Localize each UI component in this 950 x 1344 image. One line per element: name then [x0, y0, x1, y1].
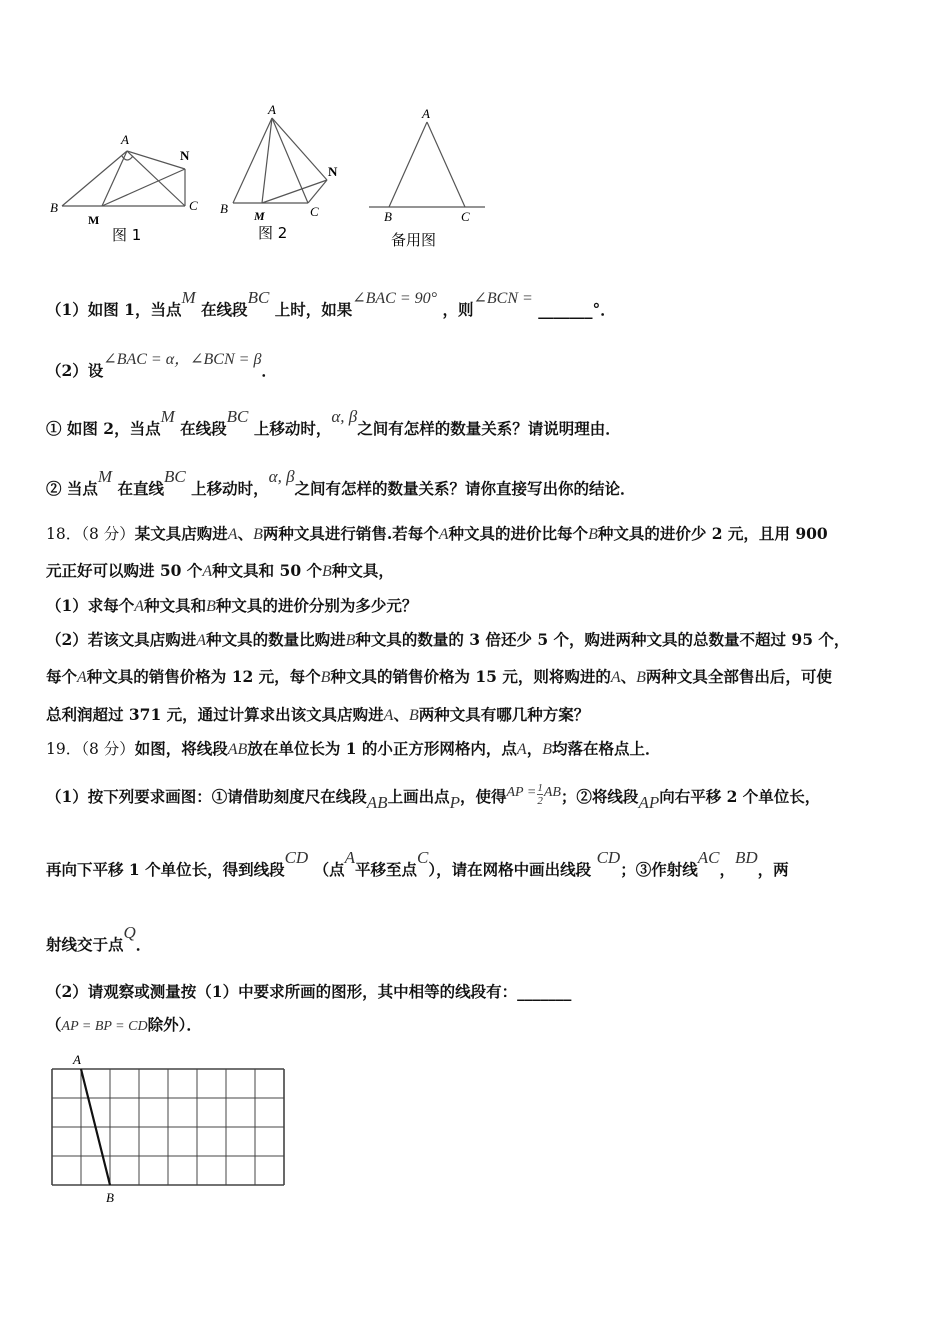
fig3-label-c: C — [461, 209, 470, 224]
fig3-label-b: B — [384, 209, 392, 224]
q18-line-6: 总利润超过 371 元，通过计算求出该文具店购进A、B两种文具有哪几种方案？ — [46, 705, 590, 724]
q17-part2-2: ② 当点M 在直线BC 上移动时，α, β之间有怎样的数量关系？请你直接写出你的结论． — [46, 467, 636, 498]
fig1-label-n: N — [180, 148, 190, 163]
figure-spare — [365, 100, 495, 255]
q18-line-1: 18．（8 分）某文具店购进A、B两种文具进行销售.若每个A种文具的进价比每个B种文具的进价少 2 元，且用 900 — [46, 524, 828, 543]
fig2-label-m: M — [254, 209, 265, 223]
question-number: 19．（8 分） — [46, 740, 135, 758]
q19-line-2: （1）按下列要求画图：①请借助刻度尺在线段AB上画出点P，使得AP = $\frac{1}{2}$ AB；②将线段AP向右平移 2 个单位长， — [46, 781, 821, 812]
q17-part1: （1）如图 1，当点M 在线段BC 上时，如果∠BAC = 90° ，则∠BCN = _______°． — [46, 288, 616, 319]
fig3-label-a: A — [422, 106, 430, 121]
q19-line-3: 再向下平移 1 个单位长，得到线段CD （点A平移至点C），请在网格中画出线段 CD；③作射线AC，BD，两 — [46, 848, 789, 879]
fig2-caption: 图 2 — [258, 224, 288, 242]
grid-figure — [40, 1050, 300, 1210]
figure-2 — [210, 100, 360, 250]
q19-line-5: （2）请观察或测量按（1）中要求所画的图形，其中相等的线段有：_______ — [46, 982, 572, 1001]
q19-line-4: 射线交于点Q． — [46, 923, 152, 954]
fig1-caption: 图 1 — [112, 226, 142, 244]
fig2-label-a: A — [268, 102, 276, 117]
fig2-label-n: N — [328, 164, 338, 179]
grid-label-a: A — [73, 1052, 81, 1067]
q18-line-5: 每个A种文具的销售价格为 12 元，每个B种文具的销售价格为 15 元，则将购进的A、B两种文具全部售出后，可使 — [46, 667, 832, 686]
q17-part2-1: ① 如图 2，当点M 在线段BC 上移动时，α, β之间有怎样的数量关系？请说明理由． — [46, 407, 621, 438]
figure-1 — [40, 120, 210, 250]
q18-line-3: （1）求每个A种文具和B种文具的进价分别为多少元？ — [46, 596, 418, 615]
fig3-caption: 备用图 — [391, 231, 437, 249]
question-number: 18．（8 分） — [46, 525, 135, 543]
q19-line-1: 19．（8 分）如图，将线段AB放在单位长为 1 的小正方形网格内，点A，B均落在格点上． — [46, 739, 661, 758]
fig1-label-c: C — [189, 198, 198, 213]
answer-blank[interactable]: _______ — [517, 982, 572, 1001]
answer-blank[interactable]: _______ — [538, 300, 593, 319]
fig1-label-m: M — [88, 213, 100, 227]
grid-label-b: B — [106, 1190, 114, 1205]
fig2-label-c: C — [310, 204, 319, 219]
q18-line-2: 元正好可以购进 50 个A种文具和 50 个B种文具， — [46, 561, 394, 580]
fig1-label-a: A — [121, 132, 129, 147]
fig2-label-b: B — [220, 201, 228, 216]
q18-line-4: （2）若该文具店购进A种文具的数量比购进B种文具的数量的 3 倍还少 5 个，购进两种文具的总数量不超过 95 个， — [46, 630, 850, 649]
q17-part2: （2）设∠BAC = α，∠BCN = β． — [46, 351, 277, 380]
fig1-label-b: B — [50, 200, 58, 215]
q19-line-6: （AP = BP = CD除外）． — [46, 1015, 202, 1034]
